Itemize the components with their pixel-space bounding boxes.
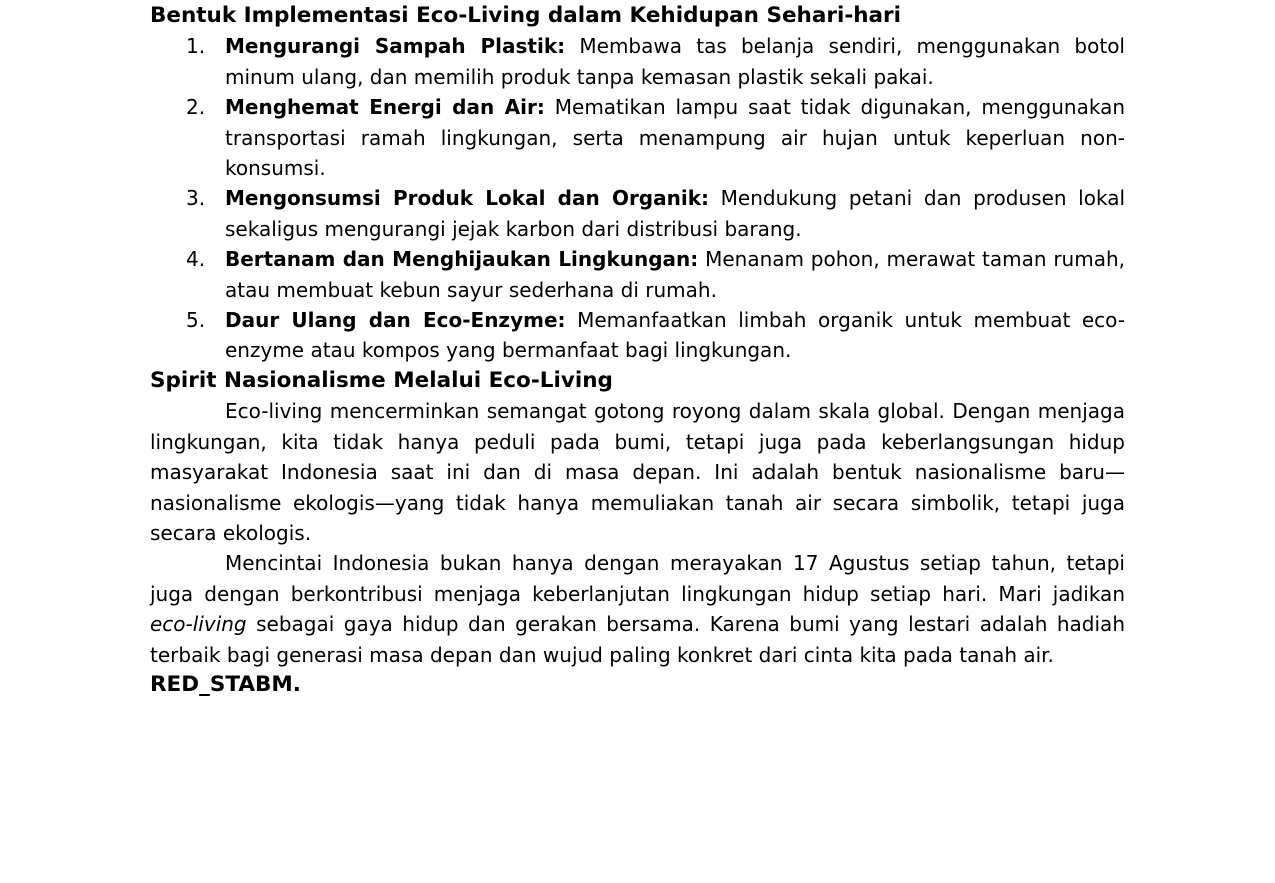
list-item-number: 1.: [186, 34, 206, 59]
list-item-number: 4.: [186, 247, 206, 272]
list-item-lead: Mengurangi Sampah Plastik:: [225, 34, 566, 59]
list-item-lead: Bertanam dan Menghijaukan Lingkungan:: [225, 247, 699, 272]
list-item-text: Mematikan lampu saat tidak digunakan, menggunakan transportasi ramah lingkungan, serta menampung air hujan untuk keperluan non-konsumsi.: [225, 95, 1126, 181]
section-title-spirit-nasionalisme: Spirit Nasionalisme Melalui Eco-Living: [150, 367, 613, 393]
list-item-number: 2.: [186, 95, 206, 120]
paragraph-italic-term: eco-living: [150, 612, 247, 637]
document-body: [150, 1, 1125, 700]
list-item: [150, 244, 1125, 305]
list-item-lead: Mengonsumsi Produk Lokal dan Organik:: [225, 186, 710, 211]
list-item-text: Menanam pohon, merawat taman rumah, atau membuat kebun sayur sederhana di rumah.: [225, 247, 1125, 302]
list-item-number: 3.: [186, 186, 206, 211]
list-item: [150, 183, 1125, 244]
author-signature: RED_STABM.: [150, 671, 301, 697]
list-item-text: Memanfaatkan limbah organik untuk membuat eco-enzyme atau kompos yang bermanfaat bagi lingkungan.: [225, 308, 1126, 363]
paragraph-mencintai-indonesia: [150, 548, 1125, 670]
section-title-implementasi: Bentuk Implementasi Eco-Living dalam Kehidupan Sehari-hari: [150, 3, 902, 28]
list-item-lead: Menghemat Energi dan Air:: [225, 95, 545, 120]
list-item-lead: Daur Ulang dan Eco-Enzyme:: [225, 308, 566, 333]
list-item: [150, 31, 1125, 92]
paragraph-text: sebagai gaya hidup dan gerakan bersama. Karena bumi yang lestari adalah hadiah terbaik bagi generasi masa depan dan wujud paling konkret dari cinta kita pada tanah air.: [150, 612, 1125, 667]
list-item: [150, 305, 1125, 366]
list-item: [150, 92, 1125, 183]
paragraph-text: Mencintai Indonesia bukan hanya dengan merayakan 17 Agustus setiap tahun, tetapi juga dengan berkontribusi menjaga keberlanjutan lingkungan hidup setiap hari. Mari jadikan: [150, 551, 1125, 606]
list-item-number: 5.: [186, 308, 206, 333]
list-item-text: Membawa tas belanja sendiri, menggunakan botol minum ulang, dan memilih produk tanpa kemasan plastik sekali pakai.: [225, 34, 1125, 89]
paragraph-eco-living-gotong-royong: Eco-living mencerminkan semangat gotong royong dalam skala global. Dengan menjaga lingkungan, kita tidak hanya peduli pada bumi, tetapi juga pada keberlangsungan hidup masyarakat Indonesia saat ini dan di masa depan. Ini adalah bentuk nasionalisme baru—nasionalisme ekologis—yang tidak hanya memuliakan tanah air secara simbolik, tetapi juga secara ekologis.: [150, 399, 1125, 545]
list-item-text: Mendukung petani dan produsen lokal sekaligus mengurangi jejak karbon dari distribusi barang.: [225, 186, 1126, 241]
